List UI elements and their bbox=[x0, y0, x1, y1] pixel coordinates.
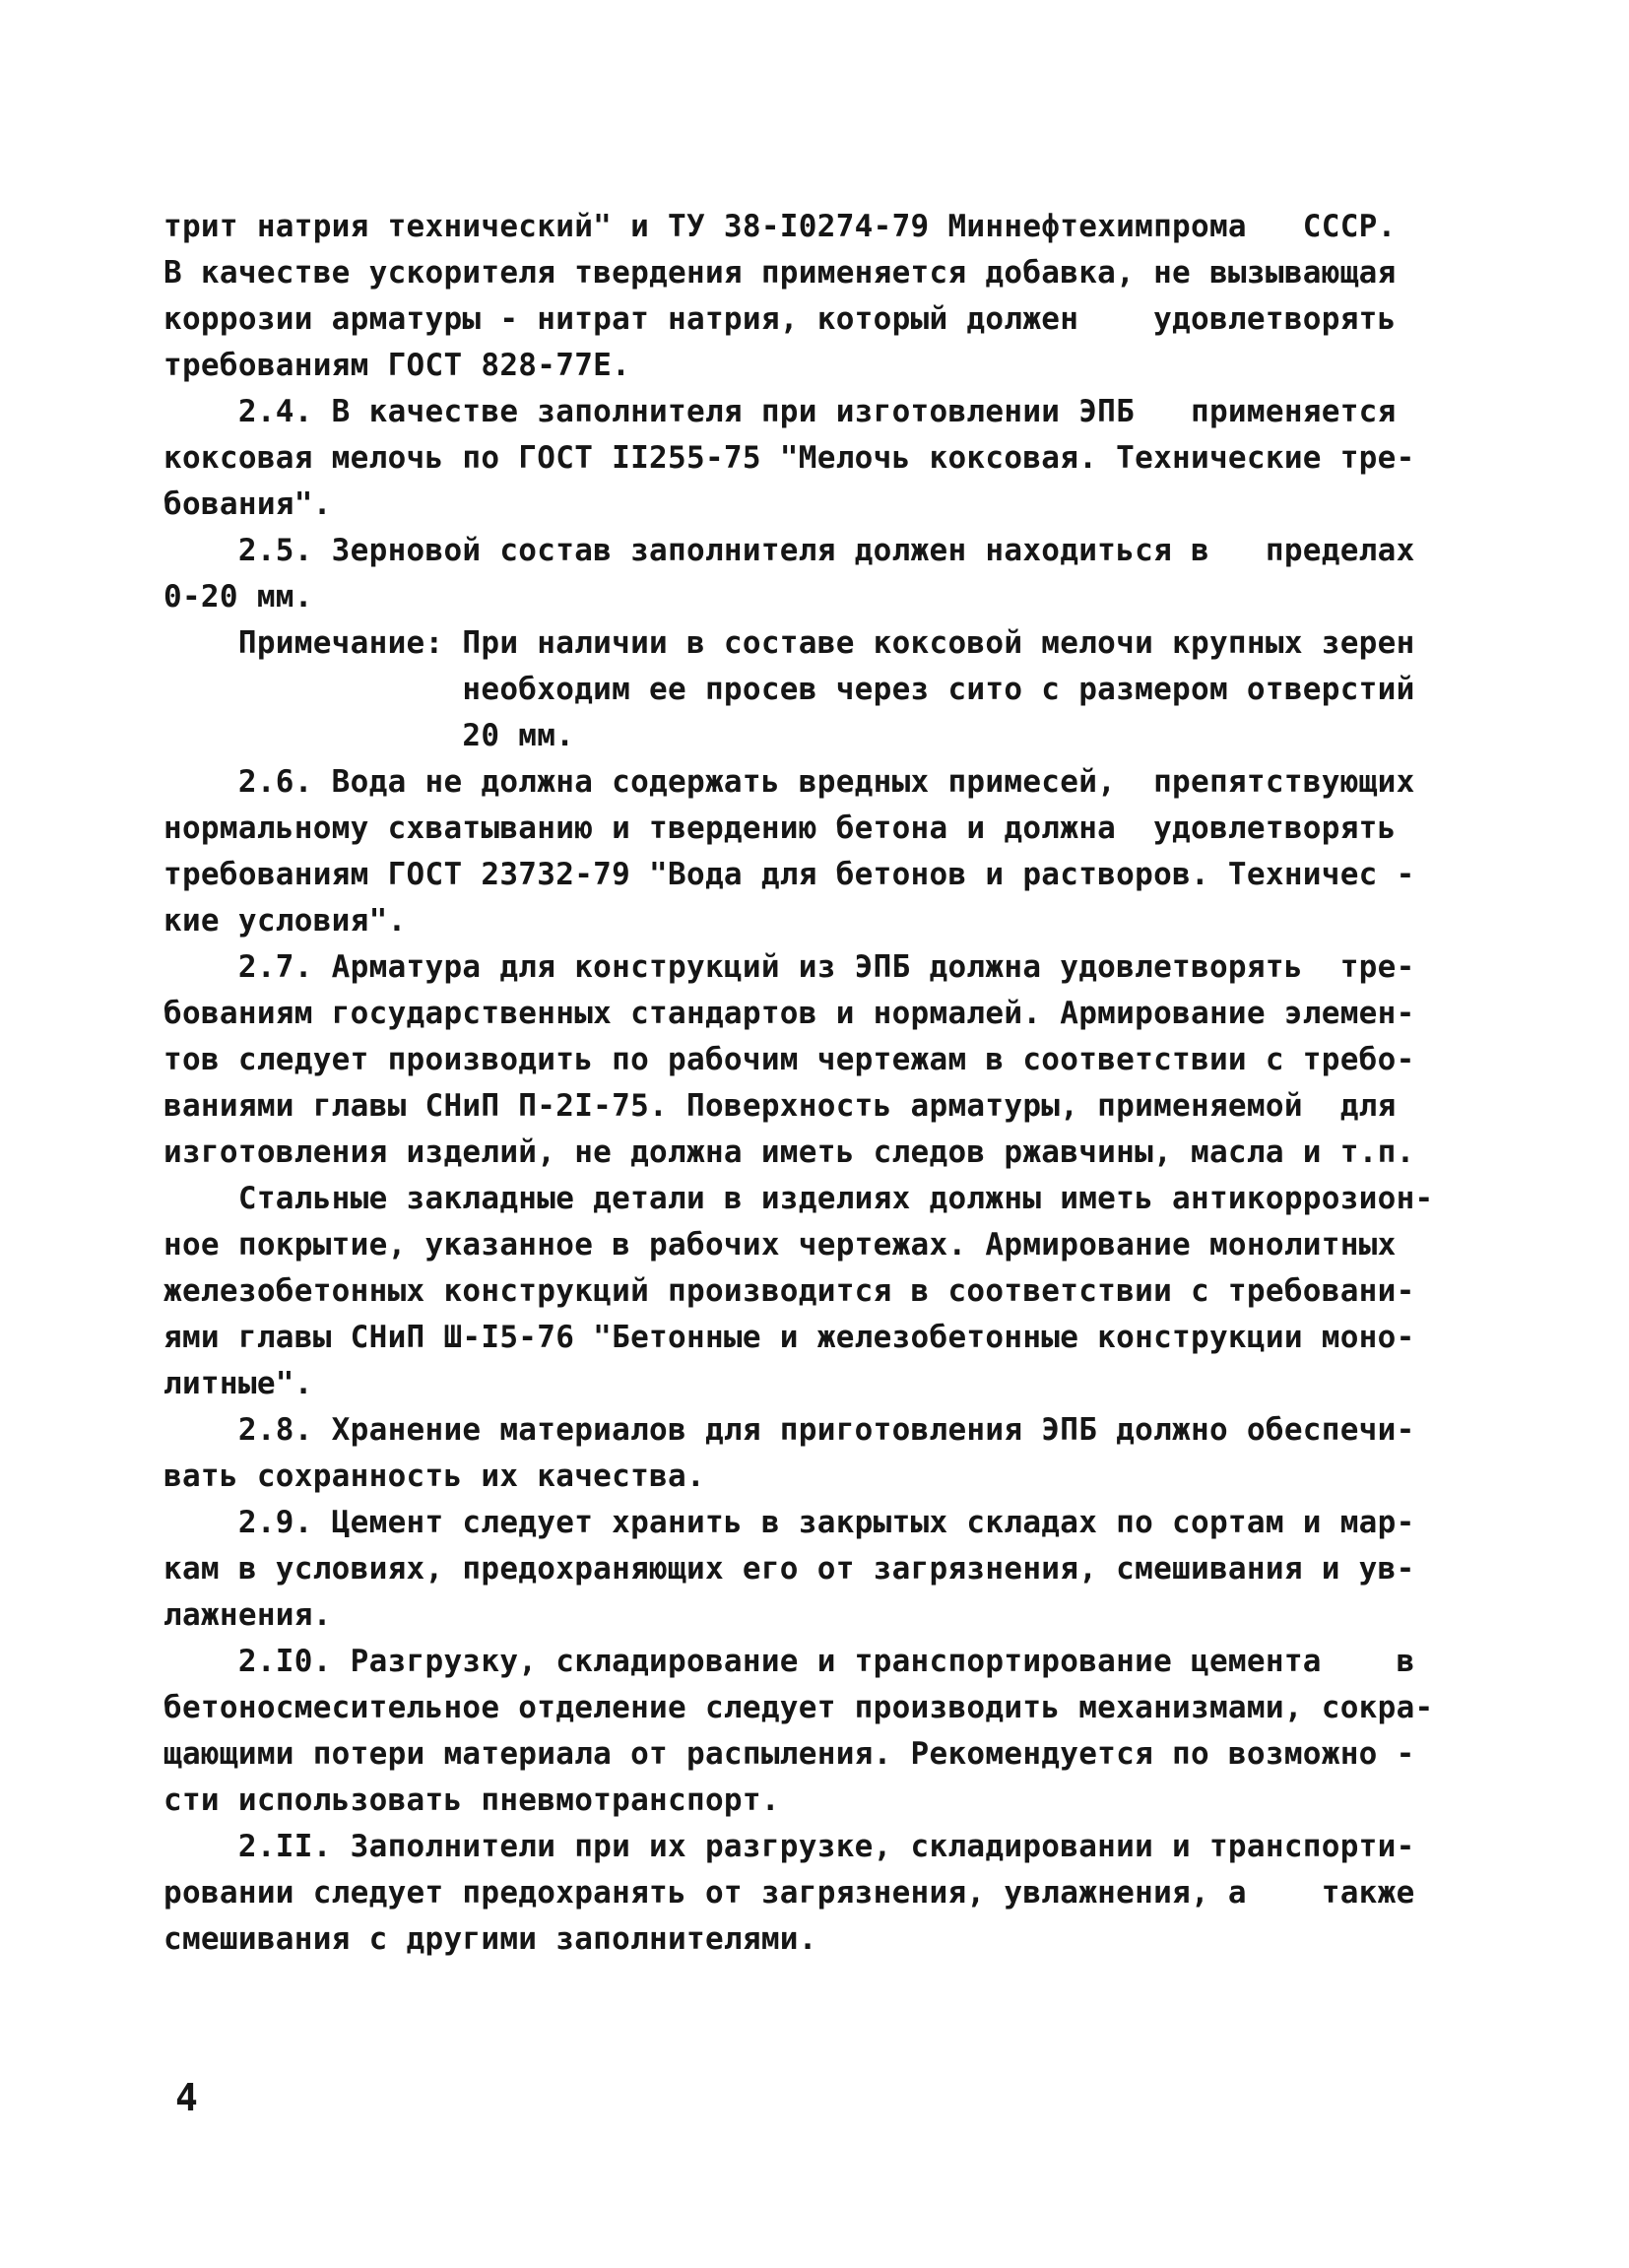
text-line: бованиям государственных стандартов и нормалей. Армирование элемен- bbox=[163, 996, 1415, 1031]
text-line: кам в условиях, предохраняющих его от загрязнения, смешивания и ув- bbox=[163, 1551, 1415, 1587]
text-line: коррозии арматуры - нитрат натрия, который должен удовлетворять bbox=[163, 301, 1397, 337]
page-number: 4 bbox=[175, 2076, 198, 2119]
text-line: 2.5. Зерновой состав заполнителя должен находиться в пределах bbox=[163, 533, 1415, 568]
text-line: железобетонных конструкций производится в соответствии с требовани- bbox=[163, 1273, 1415, 1309]
text-line: Примечание: При наличии в составе коксовой мелочи крупных зерен bbox=[163, 625, 1415, 661]
text-line: 2.4. В качестве заполнителя при изготовлении ЭПБ применяется bbox=[163, 394, 1397, 429]
text-line: 2.9. Цемент следует хранить в закрытых складах по сортам и мар- bbox=[163, 1505, 1415, 1540]
text-line: кие условия". bbox=[163, 903, 407, 939]
text-line: 2.8. Хранение материалов для приготовления ЭПБ должно обеспечи- bbox=[163, 1412, 1415, 1448]
text-line: бования". bbox=[163, 486, 332, 522]
text-line: тов следует производить по рабочим чертежам в соответствии с требо- bbox=[163, 1042, 1415, 1077]
text-line: смешивания с другими заполнителями. bbox=[163, 1921, 817, 1957]
text-line: сти использовать пневмотранспорт. bbox=[163, 1782, 780, 1818]
text-line: 0-20 мм. bbox=[163, 579, 313, 615]
text-line: ями главы СНиП Ш-I5-76 "Бетонные и железобетонные конструкции моно- bbox=[163, 1320, 1415, 1355]
text-line: лажнения. bbox=[163, 1597, 332, 1633]
text-line: В качестве ускорителя твердения применяется добавка, не вызывающая bbox=[163, 255, 1397, 291]
text-line: изготовления изделий, не должна иметь следов ржавчины, масла и т.п. bbox=[163, 1134, 1415, 1170]
text-line: коксовая мелочь по ГОСТ II255-75 "Мелочь коксовая. Технические тре- bbox=[163, 440, 1415, 476]
text-line: 2.II. Заполнители при их разгрузке, складировании и транспорти- bbox=[163, 1829, 1415, 1864]
text-line: бетоносмесительное отделение следует производить механизмами, сокра- bbox=[163, 1690, 1434, 1725]
text-line: нормальному схватыванию и твердению бетона и должна удовлетворять bbox=[163, 810, 1397, 846]
text-line: литные". bbox=[163, 1366, 313, 1401]
text-line: требованиям ГОСТ 828-77Е. bbox=[163, 348, 631, 383]
text-line: трит натрия технический" и ТУ 38-I0274-79 Миннефтехимпрома СССР. bbox=[163, 209, 1397, 244]
text-line: ровании следует предохранять от загрязнения, увлажнения, а также bbox=[163, 1875, 1415, 1911]
text-line: необходим ее просев через сито с размером отверстий bbox=[163, 672, 1415, 707]
text-line: требованиям ГОСТ 23732-79 "Вода для бетонов и растворов. Техничес - bbox=[163, 857, 1415, 892]
text-line: 20 мм. bbox=[163, 718, 575, 753]
text-line: 2.7. Арматура для конструкций из ЭПБ должна удовлетворять тре- bbox=[163, 949, 1415, 985]
text-line: ное покрытие, указанное в рабочих чертежах. Армирование монолитных bbox=[163, 1227, 1397, 1263]
text-line: 2.I0. Разгрузку, складирование и транспортирование цемента в bbox=[163, 1644, 1415, 1679]
text-line: ваниями главы СНиП П-2I-75. Поверхность арматуры, применяемой для bbox=[163, 1088, 1397, 1124]
text-line: щающими потери материала от распыления. Рекомендуется по возможно - bbox=[163, 1736, 1415, 1772]
text-line: Стальные закладные детали в изделиях должны иметь антикоррозион- bbox=[163, 1181, 1434, 1216]
text-line: вать сохранность их качества. bbox=[163, 1458, 705, 1494]
text-line: 2.6. Вода не должна содержать вредных примесей, препятствующих bbox=[163, 764, 1415, 800]
